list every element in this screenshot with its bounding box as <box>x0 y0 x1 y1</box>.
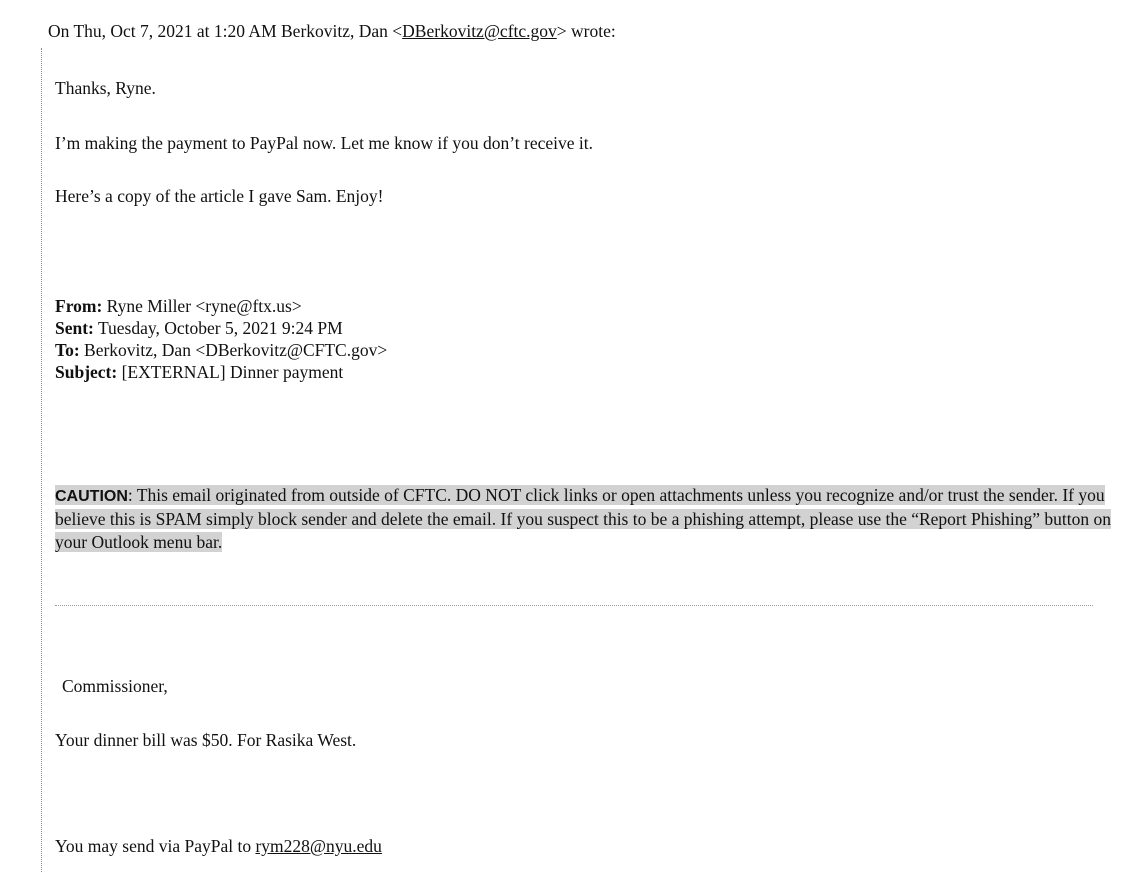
paypal-line-text: You may send via PayPal to <box>55 836 256 856</box>
reply-line-article: Here’s a copy of the article I gave Sam. Enjoy! <box>55 186 384 206</box>
paypal-email-link[interactable]: rym228@nyu.edu <box>255 836 382 856</box>
sender-email-link[interactable]: DBerkovitz@cftc.gov <box>402 21 557 41</box>
original-subject <box>55 362 343 383</box>
reply-header-prefix: On Thu, Oct 7, 2021 at 1:20 AM Berkovitz, Dan < <box>48 21 403 41</box>
external-caution-banner <box>55 484 1115 554</box>
subject-label: Subject: <box>55 362 118 382</box>
reply-line-payment: I’m making the payment to PayPal now. Let me know if you don’t receive it. <box>55 133 594 153</box>
original-sent <box>55 318 343 339</box>
original-from <box>55 296 302 317</box>
reply-header-suffix: > wrote: <box>556 21 616 41</box>
from-value: Ryne Miller <ryne@ftx.us> <box>102 296 302 316</box>
body-paypal-line <box>55 836 382 857</box>
to-label: To: <box>55 340 80 360</box>
reply-greeting: Thanks, Ryne. <box>55 78 156 98</box>
separator-line <box>55 605 1093 606</box>
subject-value: [EXTERNAL] Dinner payment <box>117 362 344 382</box>
from-label: From: <box>55 296 103 316</box>
sent-value: Tuesday, October 5, 2021 9:24 PM <box>93 318 343 338</box>
quote-bar <box>41 48 42 872</box>
to-value: Berkovitz, Dan <DBerkovitz@CFTC.gov> <box>79 340 388 360</box>
original-to <box>55 340 387 361</box>
body-dinner-bill: Your dinner bill was $50. For Rasika West. <box>55 730 357 750</box>
body-salutation: Commissioner, <box>62 676 168 696</box>
reply-header <box>48 21 616 42</box>
sent-label: Sent: <box>55 318 94 338</box>
caution-text: : This email originated from outside of CFTC. DO NOT click links or open attachments unless you recognize and/or trust the sender. If you believe this is SPAM simply block sender and delete the email. If you suspect this to be a phishing attempt, please use the “Report Phishing” button on your Outlook menu bar. <box>55 485 1111 552</box>
caution-label: CAUTION <box>55 488 128 505</box>
